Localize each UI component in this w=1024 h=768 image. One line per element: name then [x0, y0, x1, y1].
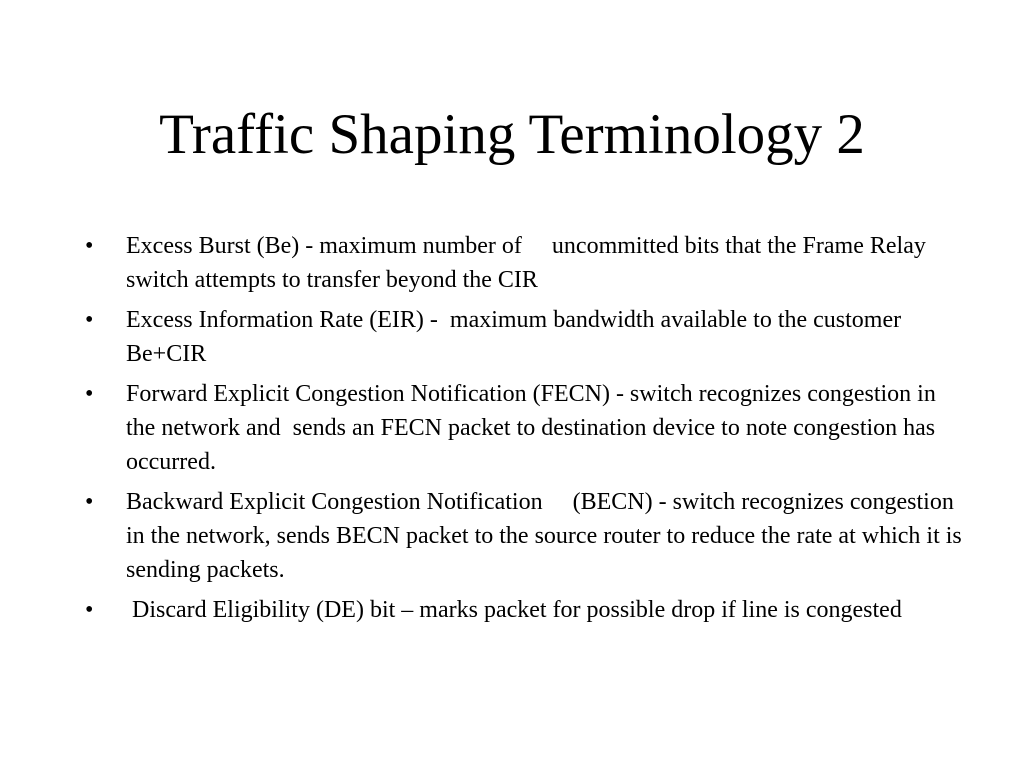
bullet-text: Excess Information Rate (EIR) - maximum bandwidth available to the customer Be+CIR — [126, 307, 908, 367]
slide-title: Traffic Shaping Terminology 2 — [159, 103, 865, 166]
bullet-item-discard-eligibility — [85, 593, 965, 627]
bullet-dot-icon: • — [85, 233, 94, 259]
bullet-text: Forward Explicit Congestion Notification (FECN) - switch recognizes congestion in the network and sends an FECN packet to destination device to note congestion has occurred. — [126, 381, 942, 475]
bullet-text: Excess Burst (Be) - maximum number of uncommitted bits that the Frame Relay switch attempts to transfer beyond the CIR — [126, 233, 932, 293]
bullet-item-excess-burst — [85, 229, 965, 297]
bullet-dot-icon: • — [85, 307, 94, 333]
bullet-dot-icon: • — [85, 489, 94, 515]
bullet-dot-icon: • — [85, 381, 94, 407]
bullet-item-fecn — [85, 377, 965, 479]
bullet-item-becn — [85, 485, 968, 587]
bullet-list — [85, 229, 968, 633]
bullet-text: Backward Explicit Congestion Notification (BECN) - switch recognizes congestion in the network, sends BECN packet to the source router to reduce the rate at which it is sending packets. — [126, 489, 968, 583]
bullet-dot-icon: • — [85, 597, 94, 623]
bullet-item-excess-information-rate — [85, 303, 965, 371]
bullet-text: Discard Eligibility (DE) bit – marks packet for possible drop if line is congested — [126, 597, 902, 623]
